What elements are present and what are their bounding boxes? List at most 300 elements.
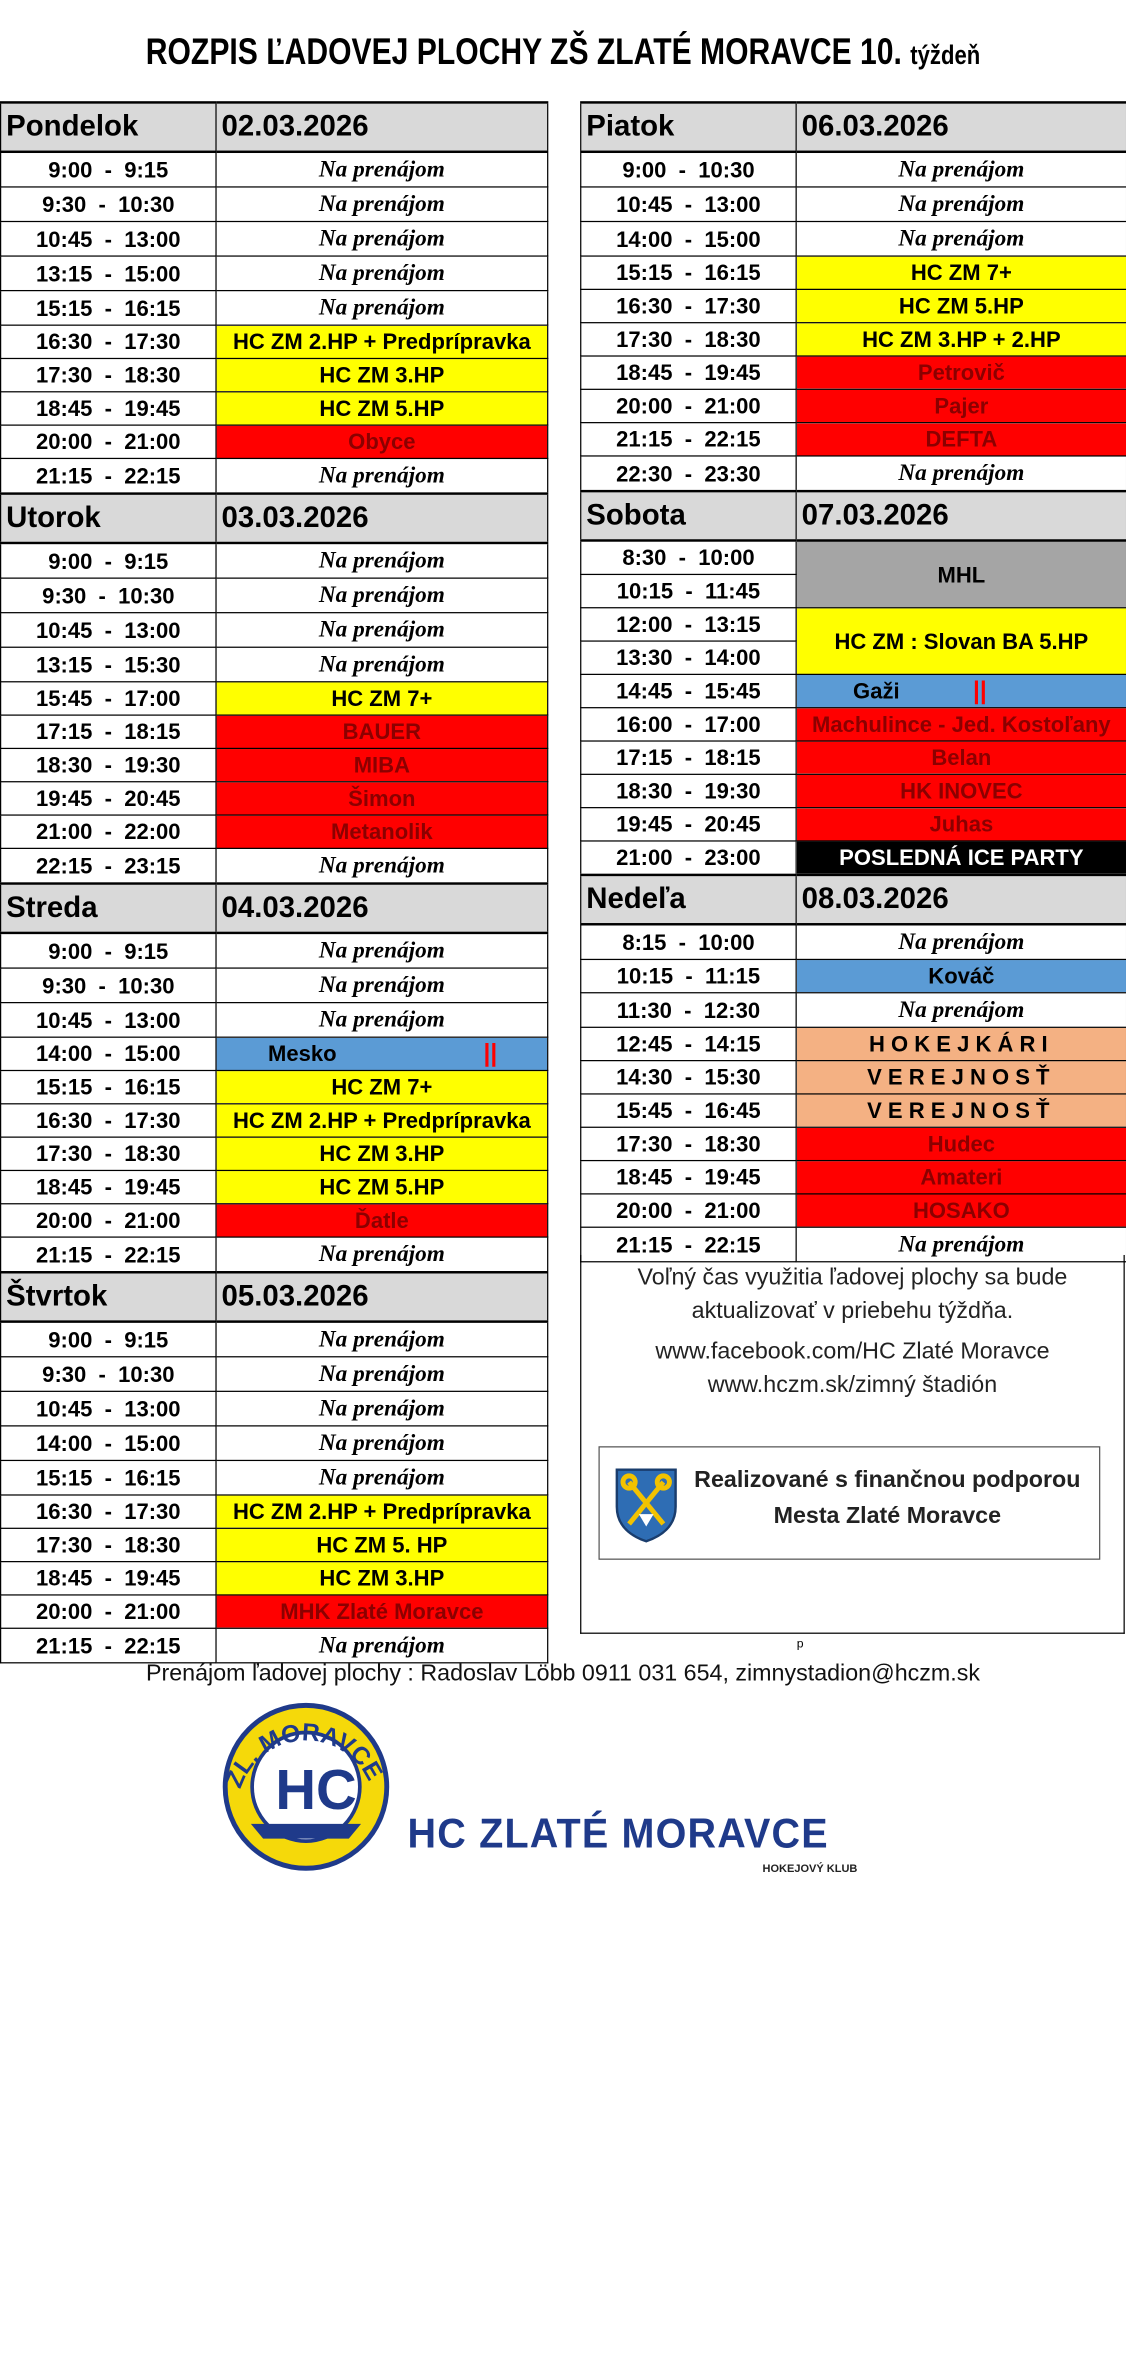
- p-note: p: [796, 1637, 804, 1652]
- time-slot: 17:30 - 18:30: [1, 358, 216, 391]
- day-date: 04.03.2026: [216, 884, 548, 933]
- event-label: HK INOVEC: [900, 778, 1023, 804]
- support-box: [598, 1446, 1100, 1560]
- event-label: Machulince - Jed. Kostoľany: [812, 712, 1111, 737]
- event-label: Na prenájom: [318, 1395, 445, 1422]
- event-label: Na prenájom: [318, 1464, 445, 1491]
- event-cell: [796, 540, 1126, 607]
- event-label: Na prenájom: [318, 156, 445, 183]
- time-slot: 12:00 - 13:15: [581, 608, 796, 641]
- event-cell: [216, 152, 548, 187]
- time-slot: 17:15 - 18:15: [1, 715, 216, 748]
- event-label: Na prenájom: [898, 929, 1025, 956]
- event-cell: [796, 1027, 1126, 1060]
- event-cell: [796, 608, 1126, 675]
- website-link[interactable]: www.hczm.sk/zimný štadión: [707, 1372, 998, 1399]
- time-slot: 21:15 - 22:15: [1, 458, 216, 493]
- schedule-row: [581, 674, 1126, 707]
- time-slot: 21:15 - 22:15: [1, 1237, 216, 1272]
- event-label: MHK Zlaté Moravce: [280, 1599, 484, 1624]
- event-cell: [796, 323, 1126, 356]
- schedule-row: [1, 1137, 548, 1170]
- time-slot: 16:30 - 17:30: [1, 1104, 216, 1137]
- event-cell: [216, 1170, 548, 1203]
- time-slot: 10:45 - 13:00: [1, 222, 216, 257]
- event-cell: [216, 1562, 548, 1595]
- event-cell: [216, 933, 548, 968]
- day-name: Štvrtok: [1, 1272, 216, 1321]
- time-slot: 18:45 - 19:45: [1, 392, 216, 425]
- event-cell: [796, 152, 1126, 187]
- event-label: Na prenájom: [318, 1361, 445, 1388]
- schedule-row: [1, 1070, 548, 1103]
- time-slot: 13:15 - 15:30: [1, 647, 216, 682]
- schedule-row: [1, 152, 548, 187]
- event-cell: [796, 1094, 1126, 1127]
- event-label: DEFTA: [925, 426, 998, 452]
- event-label: Na prenájom: [318, 547, 445, 574]
- event-label: BAUER: [342, 719, 422, 745]
- marker-icon: ||: [483, 1040, 498, 1068]
- event-label: Obyce: [348, 429, 416, 455]
- event-cell: [796, 774, 1126, 807]
- day-date: 02.03.2026: [216, 102, 548, 151]
- day-name: Nedeľa: [581, 875, 796, 924]
- time-slot: 14:00 - 15:00: [581, 222, 796, 257]
- day-header: [581, 875, 1126, 924]
- day-name: Piatok: [581, 102, 796, 151]
- event-label: Na prenájom: [318, 1006, 445, 1033]
- event-label: Na prenájom: [898, 191, 1025, 218]
- time-slot: 9:00 - 9:15: [1, 152, 216, 187]
- time-slot: 14:00 - 15:00: [1, 1037, 216, 1070]
- schedule-row: [581, 924, 1126, 959]
- event-cell: [796, 708, 1126, 741]
- schedule-row: [581, 289, 1126, 322]
- schedule-row: [581, 1061, 1126, 1094]
- schedule-row: [1, 682, 548, 715]
- event-label: Na prenájom: [318, 225, 445, 252]
- day-header: [1, 102, 548, 151]
- time-slot: 18:45 - 19:45: [1, 1170, 216, 1203]
- time-slot: 9:30 - 10:30: [1, 187, 216, 222]
- day-name: Streda: [1, 884, 216, 933]
- event-cell: [796, 1127, 1126, 1160]
- event-cell: [216, 1204, 548, 1237]
- time-slot: 18:45 - 19:45: [581, 356, 796, 389]
- club-name: HC ZLATÉ MORAVCE: [407, 1810, 829, 1858]
- time-slot: 10:45 - 13:00: [581, 187, 796, 222]
- time-slot: 12:45 - 14:15: [581, 1027, 796, 1060]
- schedule-row: [581, 608, 1126, 641]
- info-line-1: Voľný čas využitia ľadovej plochy sa bude: [637, 1264, 1068, 1291]
- event-cell: [216, 1070, 548, 1103]
- event-label: Na prenájom: [898, 156, 1025, 183]
- time-slot: 16:30 - 17:30: [581, 289, 796, 322]
- event-cell: [216, 1237, 548, 1272]
- schedule-row: [1, 325, 548, 358]
- event-label: Kováč: [928, 963, 995, 989]
- time-slot: 14:45 - 15:45: [581, 674, 796, 707]
- schedule-row: [581, 323, 1126, 356]
- event-label: Na prenájom: [318, 1326, 445, 1353]
- schedule-row: [1, 458, 548, 493]
- event-label: Na prenájom: [318, 462, 445, 489]
- schedule-row: [1, 543, 548, 578]
- event-cell: [216, 1595, 548, 1628]
- schedule-row: [581, 356, 1126, 389]
- info-box: [580, 1255, 1125, 1634]
- event-label: Na prenájom: [898, 460, 1025, 487]
- time-slot: 21:00 - 23:00: [581, 841, 796, 875]
- event-cell: [796, 289, 1126, 322]
- schedule-row: [1, 1037, 548, 1070]
- schedule-row: [581, 959, 1126, 992]
- event-label: HOKEJKÁRI: [868, 1031, 1054, 1057]
- event-cell: [796, 423, 1126, 456]
- schedule-row: [1, 392, 548, 425]
- event-label: MHL: [937, 562, 986, 587]
- time-slot: 18:30 - 19:30: [1, 748, 216, 781]
- logo-ring-text: ZL. MORAVCE: [220, 1719, 388, 1792]
- event-label: Na prenájom: [318, 1632, 445, 1659]
- schedule-row: [1, 187, 548, 222]
- event-cell: [216, 968, 548, 1003]
- event-cell: [796, 924, 1126, 959]
- schedule-row: [581, 540, 1126, 574]
- event-label: HC ZM 5.HP: [319, 396, 445, 421]
- event-label: MIBA: [353, 752, 411, 778]
- event-label: HC ZM 5. HP: [316, 1532, 448, 1558]
- event-label: VEREJNOSŤ: [867, 1064, 1056, 1090]
- schedule-row: [1, 1322, 548, 1357]
- time-slot: 22:30 - 23:30: [581, 456, 796, 491]
- event-cell: [216, 682, 548, 715]
- event-cell: [796, 187, 1126, 222]
- time-slot: 17:30 - 18:30: [581, 323, 796, 356]
- title-main: ROZPIS ĽADOVEJ PLOCHY ZŠ ZLATÉ MORAVCE 10.: [145, 32, 902, 73]
- facebook-link[interactable]: www.facebook.com/HC Zlaté Moravce: [655, 1338, 1050, 1365]
- schedule-row: [1, 1104, 548, 1137]
- time-slot: 18:45 - 19:45: [581, 1161, 796, 1194]
- day-header: [1, 494, 548, 543]
- event-cell: [796, 841, 1126, 875]
- event-label: Gaži: [853, 678, 900, 704]
- event-cell: [796, 1161, 1126, 1194]
- event-label: HC ZM 2.HP + Predprípravka: [232, 1108, 531, 1133]
- time-slot: 20:00 - 21:00: [581, 1194, 796, 1227]
- marker-icon: ||: [973, 677, 987, 705]
- event-cell: [796, 1061, 1126, 1094]
- time-slot: 20:00 - 21:00: [581, 389, 796, 422]
- day-date: 07.03.2026: [796, 491, 1126, 540]
- time-slot: 21:15 - 22:15: [581, 1227, 796, 1262]
- event-label: Na prenájom: [318, 1241, 445, 1268]
- event-cell: [216, 425, 548, 458]
- event-cell: [216, 543, 548, 578]
- day-header: [581, 491, 1126, 540]
- event-cell: [216, 256, 548, 291]
- event-cell: [216, 1426, 548, 1461]
- event-cell: [216, 1495, 548, 1528]
- schedule-row: [1, 1562, 548, 1595]
- event-label: HC ZM 7+: [331, 686, 433, 711]
- event-cell: [796, 1194, 1126, 1227]
- club-logo-icon: [202, 1700, 410, 1873]
- day-header: [581, 102, 1126, 151]
- schedule-row: [581, 1027, 1126, 1060]
- event-cell: [796, 741, 1126, 774]
- event-label: Na prenájom: [318, 651, 445, 678]
- event-label: HC ZM 3.HP: [319, 1565, 445, 1591]
- event-cell: [216, 1137, 548, 1170]
- event-label: Na prenájom: [318, 191, 445, 218]
- event-label: Na prenájom: [318, 937, 445, 964]
- event-cell: [216, 578, 548, 613]
- contact-line: Prenájom ľadovej plochy : Radoslav Löbb 0911 031 654, zimnystadion@hczm.sk: [145, 1660, 980, 1687]
- schedule-row: [581, 841, 1126, 875]
- time-slot: 10:15 - 11:15: [581, 959, 796, 992]
- time-slot: 20:00 - 21:00: [1, 425, 216, 458]
- day-name: Utorok: [1, 494, 216, 543]
- time-slot: 18:45 - 19:45: [1, 1562, 216, 1595]
- schedule-row: [581, 1094, 1126, 1127]
- event-label: Na prenájom: [318, 972, 445, 999]
- event-cell: [216, 358, 548, 391]
- event-cell: [796, 256, 1126, 289]
- schedule-row: [581, 708, 1126, 741]
- event-label: Pajer: [934, 393, 989, 419]
- event-cell: [216, 392, 548, 425]
- event-label: Na prenájom: [318, 852, 445, 879]
- event-label: HC ZM 5.HP: [319, 1174, 445, 1200]
- time-slot: 20:00 - 21:00: [1, 1595, 216, 1628]
- event-cell: [216, 848, 548, 883]
- time-slot: 9:00 - 9:15: [1, 543, 216, 578]
- time-slot: 17:30 - 18:30: [581, 1127, 796, 1160]
- schedule-row: [581, 187, 1126, 222]
- support-line-1: Realizované s finančnou podporou: [694, 1467, 1081, 1494]
- schedule-row: [581, 741, 1126, 774]
- event-label: HC ZM 3.HP: [319, 362, 445, 388]
- schedule-row: [1, 715, 548, 748]
- event-label: HC ZM : Slovan BA 5.HP: [834, 628, 1089, 654]
- schedule-row: [1, 1391, 548, 1426]
- event-label: Na prenájom: [898, 1231, 1025, 1258]
- schedule-row: [1, 647, 548, 682]
- info-line-2: aktualizovať v priebehu týždňa.: [691, 1298, 1014, 1325]
- day-header: [1, 1272, 548, 1321]
- schedule-row: [1, 1204, 548, 1237]
- time-slot: 16:30 - 17:30: [1, 325, 216, 358]
- event-cell: [796, 356, 1126, 389]
- club-subtitle: HOKEJOVÝ KLUB: [762, 1862, 858, 1875]
- schedule-row: [1, 968, 548, 1003]
- time-slot: 17:30 - 18:30: [1, 1137, 216, 1170]
- time-slot: 16:00 - 17:00: [581, 708, 796, 741]
- time-slot: 18:30 - 19:30: [581, 774, 796, 807]
- schedule-row: [1, 613, 548, 648]
- time-slot: 11:30 - 12:30: [581, 993, 796, 1028]
- event-label: Šimon: [348, 786, 416, 811]
- event-cell: [216, 748, 548, 781]
- event-cell: [796, 808, 1126, 841]
- schedule-row: [1, 1170, 548, 1203]
- event-cell: [216, 187, 548, 222]
- schedule-row: [581, 152, 1126, 187]
- support-line-2: Mesta Zlaté Moravce: [773, 1503, 1002, 1529]
- time-slot: 10:15 - 11:45: [581, 574, 796, 607]
- event-cell: [216, 1528, 548, 1561]
- schedule-row: [1, 256, 548, 291]
- schedule-row: [1, 1628, 548, 1663]
- title-week: týždeň: [910, 39, 981, 71]
- schedule-row: [1, 933, 548, 968]
- event-label: Na prenájom: [318, 294, 445, 321]
- page-title: [101, 32, 1024, 74]
- time-slot: 15:15 - 16:15: [1, 291, 216, 326]
- event-label: HC ZM 3.HP: [319, 1141, 445, 1167]
- time-slot: 8:30 - 10:00: [581, 540, 796, 574]
- day-date: 05.03.2026: [216, 1272, 548, 1321]
- event-cell: [216, 222, 548, 257]
- time-slot: 9:00 - 9:15: [1, 1322, 216, 1357]
- event-label: Mesko: [268, 1041, 337, 1067]
- schedule-row: [581, 993, 1126, 1028]
- time-slot: 21:15 - 22:15: [581, 423, 796, 456]
- schedule-row: [581, 1127, 1126, 1160]
- time-slot: 14:30 - 15:30: [581, 1061, 796, 1094]
- schedule-row: [1, 1426, 548, 1461]
- schedule-row: [1, 1595, 548, 1628]
- schedule-row: [1, 222, 548, 257]
- schedule-row: [1, 1460, 548, 1495]
- event-cell: [216, 1391, 548, 1426]
- time-slot: 15:45 - 16:45: [581, 1094, 796, 1127]
- schedule-row: [1, 425, 548, 458]
- event-label: Amateri: [920, 1164, 1003, 1190]
- schedule-row: [581, 1194, 1126, 1227]
- time-slot: 19:45 - 20:45: [581, 808, 796, 841]
- event-label: HC ZM 2.HP + Predprípravka: [232, 329, 531, 355]
- event-label: HC ZM 5.HP: [898, 293, 1024, 319]
- schedule-row: [1, 748, 548, 781]
- event-label: Na prenájom: [318, 260, 445, 287]
- time-slot: 10:45 - 13:00: [1, 1391, 216, 1426]
- time-slot: 9:00 - 9:15: [1, 933, 216, 968]
- time-slot: 8:15 - 10:00: [581, 924, 796, 959]
- day-name: Pondelok: [1, 102, 216, 151]
- time-slot: 14:00 - 15:00: [1, 1426, 216, 1461]
- event-label: Na prenájom: [318, 1430, 445, 1457]
- event-label: Na prenájom: [898, 225, 1025, 252]
- event-cell: [216, 1628, 548, 1663]
- schedule-right-column: [580, 101, 1126, 1262]
- event-label: Belan: [931, 745, 992, 771]
- schedule-row: [581, 423, 1126, 456]
- event-cell: [796, 959, 1126, 992]
- schedule-row: [1, 1495, 548, 1528]
- time-slot: 17:15 - 18:15: [581, 741, 796, 774]
- event-cell: [216, 325, 548, 358]
- event-cell: [216, 647, 548, 682]
- event-label: Juhas: [929, 811, 994, 837]
- schedule-row: [581, 256, 1126, 289]
- time-slot: 22:15 - 23:15: [1, 848, 216, 883]
- event-cell: [796, 993, 1126, 1028]
- event-label: HC ZM 7+: [910, 260, 1012, 286]
- time-slot: 10:45 - 13:00: [1, 613, 216, 648]
- schedule-row: [581, 1161, 1126, 1194]
- time-slot: 16:30 - 17:30: [1, 1495, 216, 1528]
- event-cell: [216, 1460, 548, 1495]
- event-cell: [796, 389, 1126, 422]
- time-slot: 21:15 - 22:15: [1, 1628, 216, 1663]
- time-slot: 15:45 - 17:00: [1, 682, 216, 715]
- time-slot: 9:30 - 10:30: [1, 968, 216, 1003]
- event-cell: [216, 815, 548, 848]
- event-label: Hudec: [927, 1131, 996, 1157]
- schedule-row: [1, 1528, 548, 1561]
- schedule-row: [1, 358, 548, 391]
- event-label: Na prenájom: [318, 617, 445, 643]
- event-cell: [796, 674, 1126, 707]
- time-slot: 15:15 - 16:15: [1, 1460, 216, 1495]
- event-label: HOSAKO: [913, 1198, 1010, 1223]
- day-date: 06.03.2026: [796, 102, 1126, 151]
- event-label: HC ZM 2.HP + Predprípravka: [232, 1499, 531, 1524]
- schedule-row: [581, 774, 1126, 807]
- time-slot: 20:00 - 21:00: [1, 1204, 216, 1237]
- schedule-row: [581, 389, 1126, 422]
- schedule-row: [581, 222, 1126, 257]
- schedule-row: [1, 1003, 548, 1038]
- day-name: Sobota: [581, 491, 796, 540]
- event-label: Petrovič: [917, 360, 1005, 386]
- event-label: HC ZM 3.HP + 2.HP: [862, 327, 1061, 352]
- event-label: POSLEDNÁ ICE PARTY: [839, 845, 1084, 870]
- event-label: VEREJNOSŤ: [867, 1098, 1056, 1123]
- event-label: Na prenájom: [318, 582, 445, 609]
- day-header: [1, 884, 548, 933]
- event-label: HC ZM 7+: [331, 1074, 433, 1100]
- day-date: 08.03.2026: [796, 875, 1126, 924]
- day-date: 03.03.2026: [216, 494, 548, 543]
- event-cell: [796, 222, 1126, 257]
- schedule-row: [581, 808, 1126, 841]
- schedule-row: [1, 578, 548, 613]
- logo-letters: HC: [275, 1757, 357, 1822]
- time-slot: 13:30 - 14:00: [581, 641, 796, 674]
- time-slot: 13:15 - 15:00: [1, 256, 216, 291]
- time-slot: 9:30 - 10:30: [1, 1357, 216, 1392]
- event-cell: [216, 715, 548, 748]
- time-slot: 17:30 - 18:30: [1, 1528, 216, 1561]
- event-cell: [216, 1037, 548, 1070]
- event-label: Ďatle: [354, 1208, 409, 1233]
- schedule-row: [1, 782, 548, 815]
- event-cell: [216, 458, 548, 493]
- event-cell: [216, 1357, 548, 1392]
- time-slot: 9:30 - 10:30: [1, 578, 216, 613]
- time-slot: 10:45 - 13:00: [1, 1003, 216, 1038]
- event-cell: [216, 613, 548, 648]
- schedule-row: [1, 815, 548, 848]
- schedule-row: [1, 291, 548, 326]
- event-cell: [216, 291, 548, 326]
- schedule-row: [581, 456, 1126, 491]
- time-slot: 9:00 - 10:30: [581, 152, 796, 187]
